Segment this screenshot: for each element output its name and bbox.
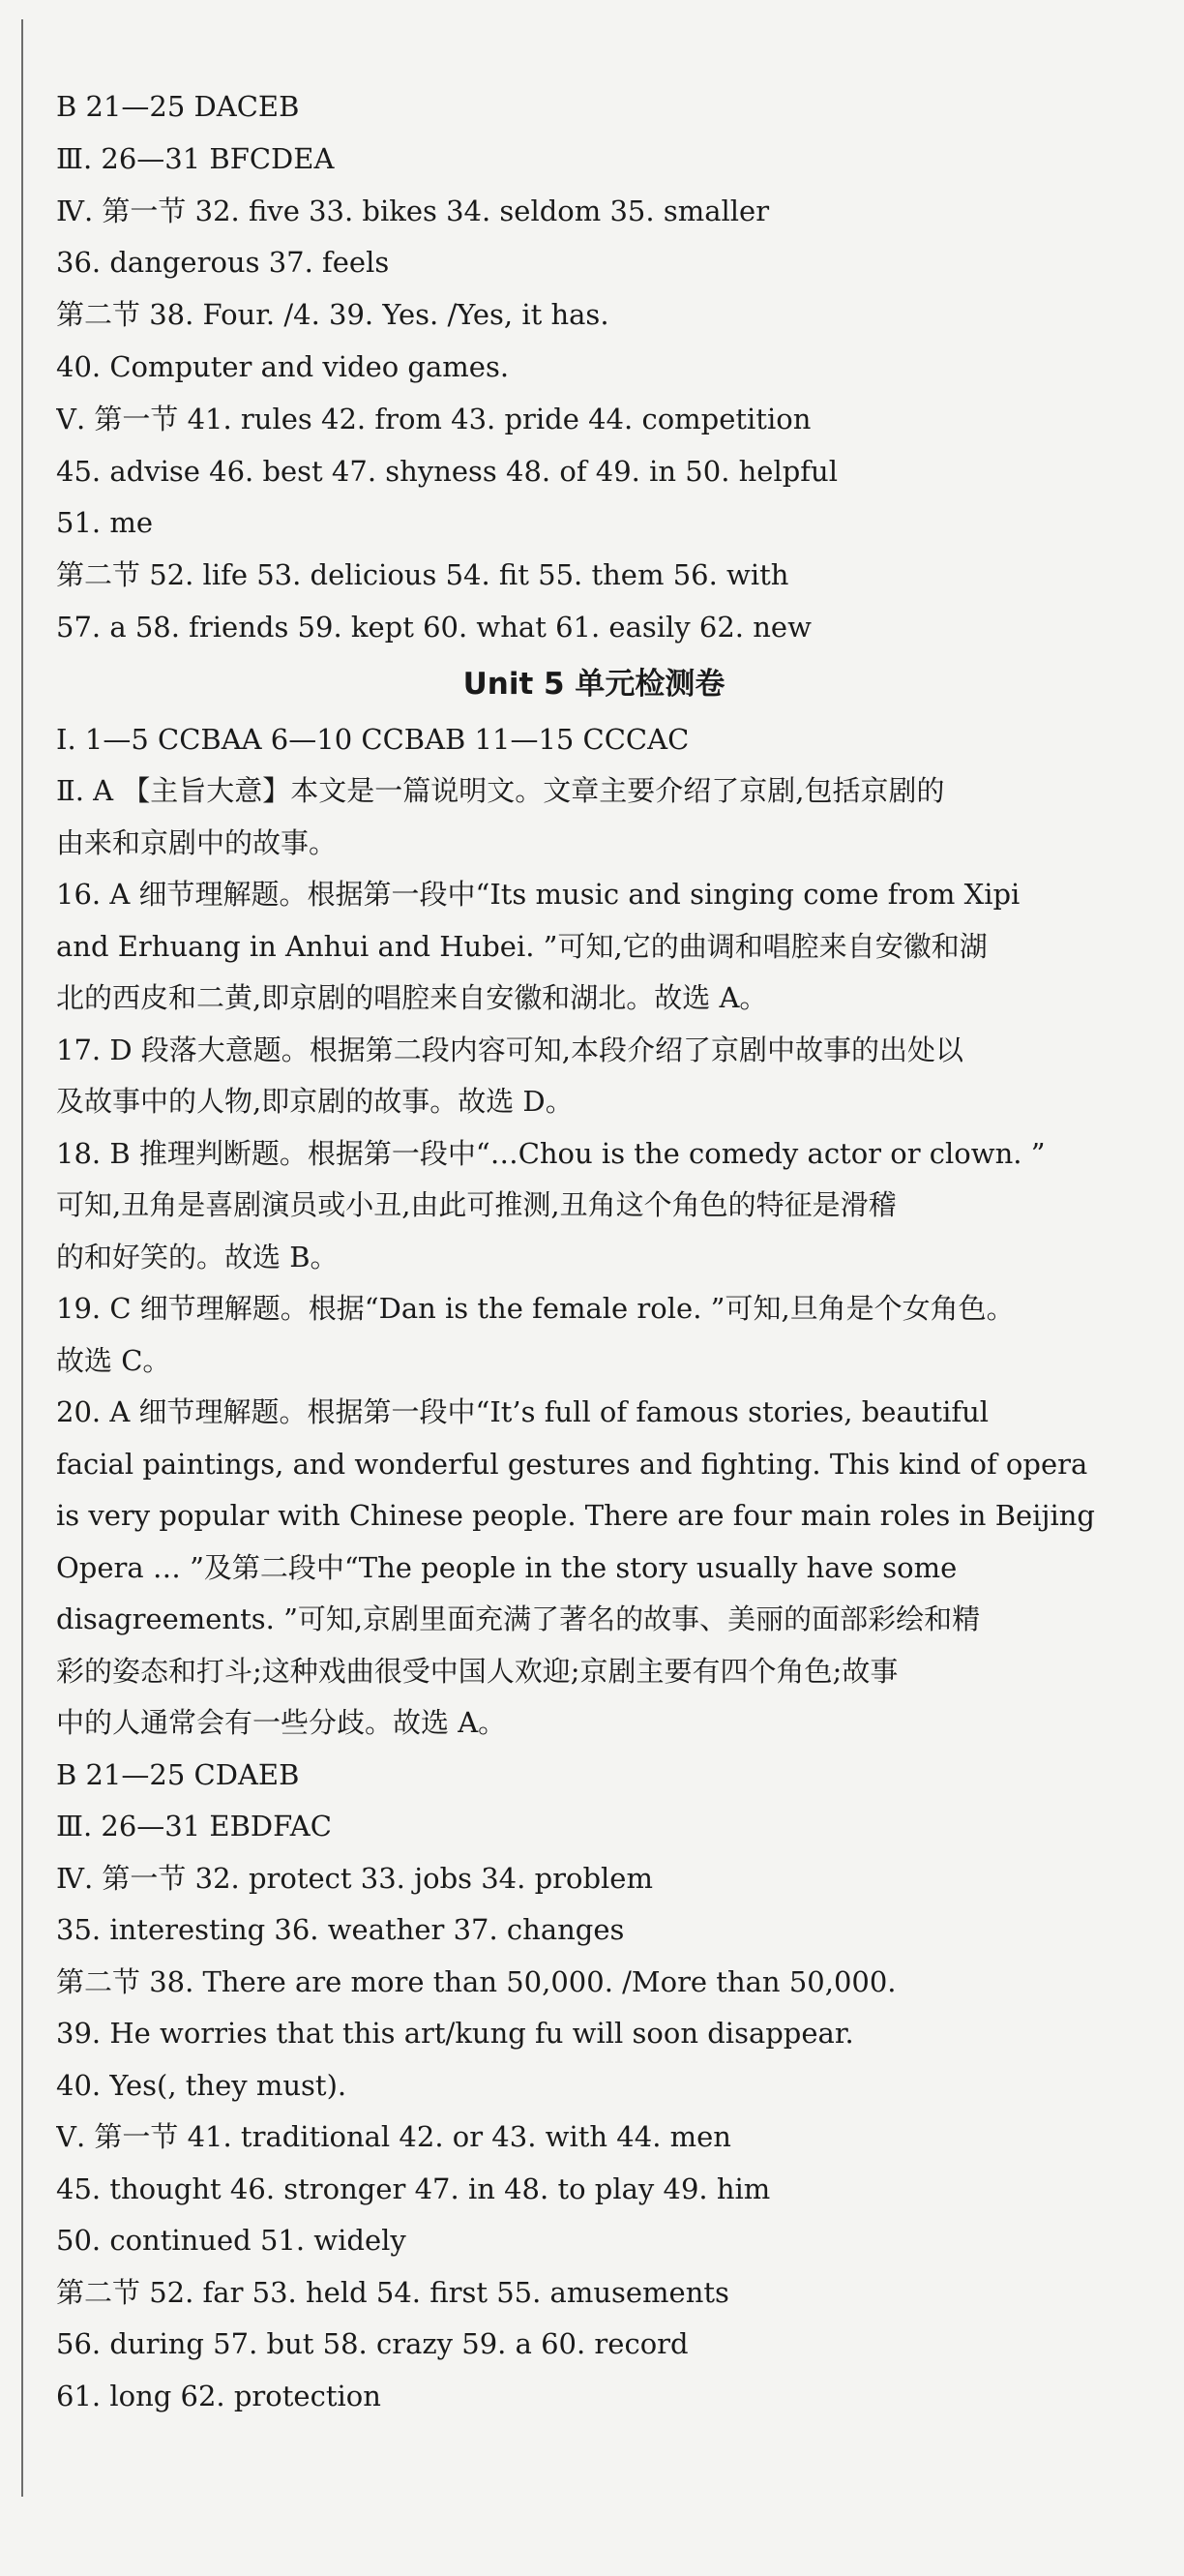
- answer-line: 彩的姿态和打斗;这种戏曲很受中国人欢迎;京剧主要有四个角色;故事: [56, 1654, 899, 1688]
- answer-line: 61. long 62. protection: [56, 2379, 381, 2412]
- left-margin-rule: [21, 19, 23, 2497]
- answer-line: 第二节 52. life 53. delicious 54. fit 55. them 56. with: [56, 558, 789, 592]
- section-previous-unit-answers: [56, 81, 1132, 654]
- answer-line: B 21—25 DACEB: [56, 90, 300, 123]
- answer-line: 45. thought 46. stronger 47. in 48. to play 49. him: [56, 2172, 771, 2205]
- answer-line: 16. A 细节理解题。根据第一段中“Its music and singing come from Xipi: [56, 878, 1021, 912]
- answer-line: 57. a 58. friends 59. kept 60. what 61. easily 62. new: [56, 610, 812, 644]
- answer-line: 由来和京剧中的故事。: [56, 825, 338, 859]
- answer-line: Ⅲ. 26—31 EBDFAC: [56, 1810, 332, 1843]
- answer-line: is very popular with Chinese people. There are four main roles in Beijing: [56, 1499, 1095, 1533]
- answer-line: Ⅴ. 第一节 41. traditional 42. or 43. with 44. men: [56, 2120, 731, 2154]
- answer-line: Opera … ”及第二段中“The people in the story usually have some: [56, 1550, 958, 1584]
- unit5-title: Unit 5 单元检测卷: [462, 666, 725, 702]
- answer-line: 18. B 推理判断题。根据第一段中“…Chou is the comedy actor or clown. ”: [56, 1136, 1046, 1170]
- answer-line: 51. me: [56, 506, 153, 540]
- answer-line: 20. A 细节理解题。根据第一段中“It’s full of famous stories, beautiful: [56, 1395, 990, 1429]
- answer-line: facial paintings, and wonderful gestures and fighting. This kind of opera: [56, 1447, 1088, 1481]
- answer-line: 第二节 52. far 53. held 54. first 55. amusements: [56, 2275, 729, 2309]
- answer-line: disagreements. ”可知,京剧里面充满了著名的故事、美丽的面部彩绘和精: [56, 1603, 981, 1636]
- answer-line: 第二节 38. Four. /4. 39. Yes. /Yes, it has.: [56, 298, 609, 332]
- answer-line: Ⅰ. 1—5 CCBAA 6—10 CCBAB 11—15 CCCAC: [56, 722, 690, 756]
- answer-line: 北的西皮和二黄,即京剧的唱腔来自安徽和湖北。故选 A。: [56, 981, 768, 1015]
- answer-line: 17. D 段落大意题。根据第二段内容可知,本段介绍了京剧中故事的出处以: [56, 1033, 964, 1066]
- answer-line: 45. advise 46. best 47. shyness 48. of 49. in 50. helpful: [56, 454, 838, 488]
- answer-line: and Erhuang in Anhui and Hubei. ”可知,它的曲调和唱腔来自安徽和湖: [56, 929, 988, 963]
- answer-line: 56. during 57. but 58. crazy 59. a 60. record: [56, 2327, 689, 2361]
- answer-line: 可知,丑角是喜剧演员或小丑,由此可推测,丑角这个角色的特征是滑稽: [56, 1188, 897, 1222]
- answer-line: Ⅱ. A 【主旨大意】本文是一篇说明文。文章主要介绍了京剧,包括京剧的: [56, 774, 945, 808]
- answer-line: 中的人通常会有一些分歧。故选 A。: [56, 1706, 507, 1740]
- answer-line: 36. dangerous 37. feels: [56, 246, 390, 280]
- answer-line: Ⅴ. 第一节 41. rules 42. from 43. pride 44. competition: [56, 402, 812, 435]
- answer-line: 19. C 细节理解题。根据“Dan is the female role. ”可知,旦角是个女角色。: [56, 1292, 1015, 1326]
- answer-line: 的和好笑的。故选 B。: [56, 1240, 339, 1273]
- answer-line: 39. He worries that this art/kung fu will soon disappear.: [56, 2017, 854, 2051]
- answer-line: 第二节 38. There are more than 50,000. /More than 50,000.: [56, 1964, 897, 1998]
- answer-line: B 21—25 CDAEB: [56, 1757, 300, 1791]
- answer-line: Ⅲ. 26—31 BFCDEA: [56, 141, 335, 175]
- answer-line: Ⅳ. 第一节 32. five 33. bikes 34. seldom 35. smaller: [56, 194, 770, 227]
- answer-line: Ⅳ. 第一节 32. protect 33. jobs 34. problem: [56, 1861, 653, 1895]
- answer-content: [56, 81, 1132, 2422]
- section-unit5-answers: [56, 714, 1132, 2423]
- answer-line: 故选 C。: [56, 1343, 171, 1377]
- answer-line: 40. Computer and video games.: [56, 349, 510, 383]
- answer-line: 35. interesting 36. weather 37. changes: [56, 1913, 625, 1947]
- answer-line: 50. continued 51. widely: [56, 2224, 406, 2258]
- answer-line: 40. Yes(, they must).: [56, 2068, 347, 2102]
- answer-line: 及故事中的人物,即京剧的故事。故选 D。: [56, 1085, 574, 1119]
